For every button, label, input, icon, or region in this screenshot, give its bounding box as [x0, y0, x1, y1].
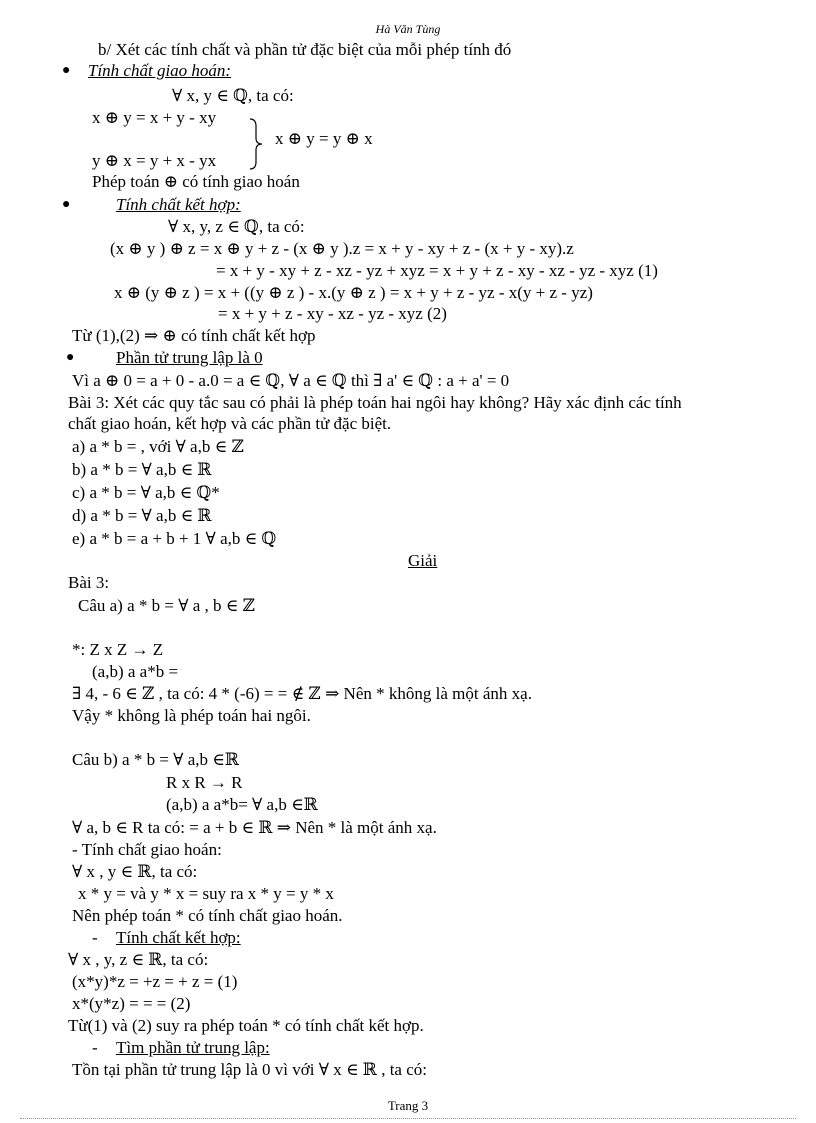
bai-3-label: Bài 3: [68, 573, 110, 592]
bullet-icon: ● [62, 197, 71, 212]
mapping-b-rule: (a,b) a a*b= ∀ a,b ∈ℝ [166, 795, 318, 814]
commutative-conclusion: Phép toán ⊕ có tính giao hoán [92, 172, 300, 191]
forall-xy: ∀ x, y ∈ ℚ, ta có: [172, 86, 294, 105]
exercise-3-statement: Bài 3: Xét các quy tắc sau có phải là phép toán hai ngôi hay không? Hãy xác định các tính [68, 393, 682, 412]
commutative-b-eq: x * y = và y * x = suy ra x * y = y * x [78, 884, 334, 903]
solution-heading: Giải [408, 551, 438, 570]
identity-b-line: Tồn tại phần tử trung lập là 0 vì với ∀ x ∈ ℝ , ta có: [72, 1060, 427, 1079]
brace-icon [248, 118, 264, 170]
mapping-b-check: ∀ a, b ∈ R ta có: = a + b ∈ ℝ ⇒ Nên * là một ánh xạ. [72, 818, 437, 837]
cau-a-line: Câu a) a * b = ∀ a , b ∈ ℤ [78, 596, 256, 615]
commutative-b-conclusion: Nên phép toán * có tính chất giao hoán. [72, 906, 343, 925]
mapping-b: R x R → R [166, 773, 243, 792]
section-identity: Phần tử trung lập là 0 [116, 348, 263, 367]
footer-divider [20, 1118, 796, 1119]
page-number: Trang 3 [387, 1098, 429, 1113]
identity-b-heading: Tìm phần tử trung lập: [116, 1038, 270, 1057]
dash-marker: - [92, 928, 98, 947]
assoc-line-1: (x ⊕ y ) ⊕ z = x ⊕ y + z - (x ⊕ y ).z = x + y - xy + z - (x + y - xy).z [110, 239, 574, 258]
forall-xy-b: ∀ x , y ∈ ℝ, ta có: [72, 862, 198, 881]
eq-x-oplus-y: x ⊕ y = x + y - xy [92, 108, 217, 127]
commutative-b-heading: - Tính chất giao hoán: [72, 840, 222, 859]
mapping-a-rule: (a,b) a a*b = [92, 662, 179, 681]
eq-commutative: x ⊕ y = y ⊕ x [275, 129, 373, 148]
section-associative: Tính chất kết hợp: [116, 195, 241, 214]
assoc-line-4: = x + y + z - xy - xz - yz - xyz (2) [218, 304, 447, 323]
item-d: d) a * b = ∀ a,b ∈ ℝ [72, 506, 212, 525]
eq-y-oplus-x: y ⊕ x = y + x - yx [92, 151, 217, 170]
item-b: b) a * b = ∀ a,b ∈ ℝ [72, 460, 212, 479]
item-e: e) a * b = a + b + 1 ∀ a,b ∈ ℚ [72, 529, 277, 548]
cau-b-line: Câu b) a * b = ∀ a,b ∈ℝ [72, 750, 239, 769]
assoc-line-3: x ⊕ (y ⊕ z ) = x + ((y ⊕ z ) - x.(y ⊕ z ) = x + y + z - yz - x(y + z - yz) [114, 283, 593, 302]
bullet-icon: ● [66, 350, 75, 365]
bullet-icon: ● [62, 63, 71, 78]
identity-line: Vì a ⊕ 0 = a + 0 - a.0 = a ∈ ℚ, ∀ a ∈ ℚ thì ∃ a' ∈ ℚ : a + a' = 0 [72, 371, 510, 390]
conclusion-a: Vậy * không là phép toán hai ngôi. [72, 706, 311, 725]
assoc-conclusion: Từ (1),(2) ⇒ ⊕ có tính chất kết hợp [72, 326, 316, 345]
associative-b-heading: Tính chất kết hợp: [116, 928, 241, 947]
part-b-heading: b/ Xét các tính chất và phần tử đặc biệt của mỗi phép tính đó [98, 40, 512, 59]
dash-marker: - [92, 1038, 98, 1057]
item-a: a) a * b = , với ∀ a,b ∈ ℤ [72, 437, 244, 456]
exercise-3-statement-cont: chất giao hoán, kết hợp và các phần tử đặc biệt. [68, 414, 392, 433]
section-commutative: Tính chất giao hoán: [88, 61, 232, 80]
assoc-line-2: = x + y - xy + z - xz - yz + xyz = x + y + z - xy - xz - yz - xyz (1) [216, 261, 658, 280]
mapping-a: *: Z x Z → Z [72, 640, 164, 659]
associative-b-eq-2: x*(y*z) = = = (2) [72, 994, 191, 1013]
associative-b-eq-1: (x*y)*z = +z = + z = (1) [72, 972, 238, 991]
page-header: Hà Văn Tùng [375, 22, 441, 36]
forall-xyz: ∀ x, y, z ∈ ℚ, ta có: [168, 217, 305, 236]
associative-b-conclusion: Từ(1) và (2) suy ra phép toán * có tính chất kết hợp. [68, 1016, 424, 1035]
item-c: c) a * b = ∀ a,b ∈ ℚ* [72, 483, 220, 502]
forall-xyz-b: ∀ x , y, z ∈ ℝ, ta có: [68, 950, 209, 969]
counterexample-a: ∃ 4, - 6 ∈ ℤ , ta có: 4 * (-6) = = ∉ ℤ ⇒ Nên * không là một ánh xạ. [72, 684, 532, 703]
